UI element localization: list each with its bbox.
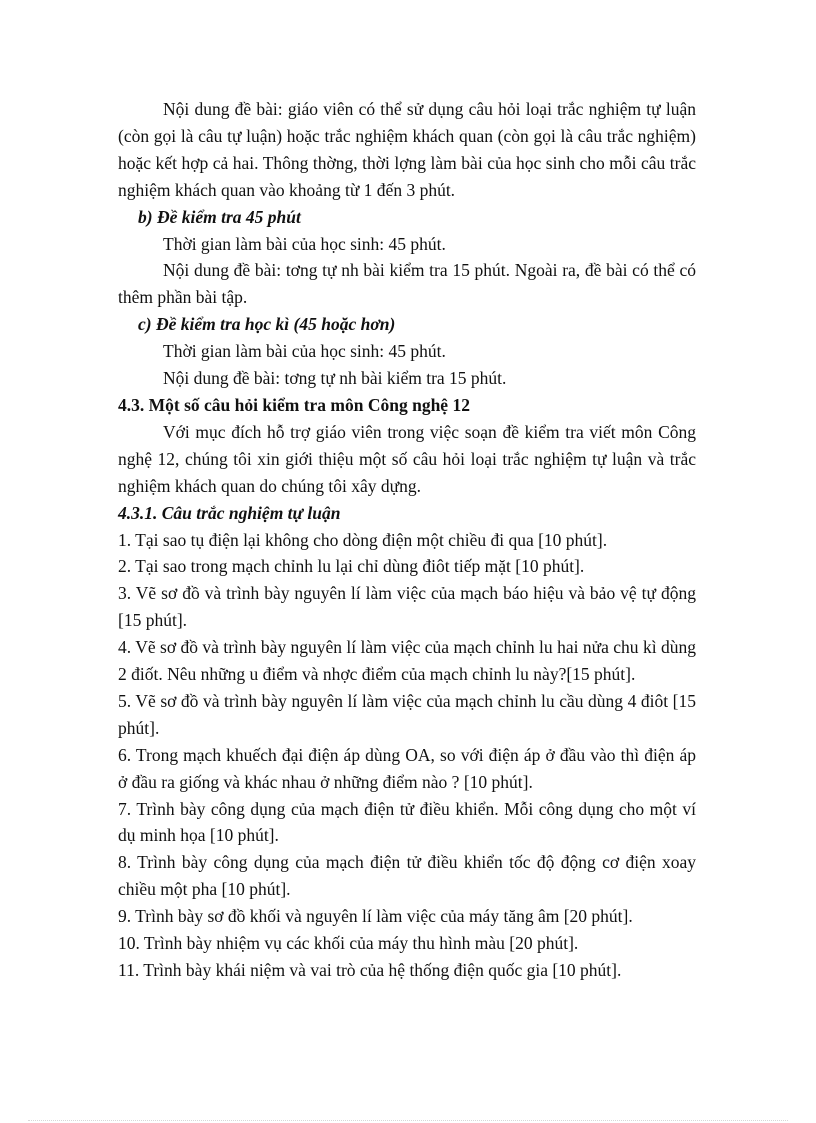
question-item: 6. Trong mạch khuếch đại điện áp dùng OA, so với điện áp ở đầu vào thì điện áp ở đầu ra giống và khác nhau ở những điểm nào ? [10 phút]. [118,744,696,792]
b-content-paragraph: Nội dung đề bài: tơng tự nh bài kiểm tra 15 phút. Ngoài ra, đề bài có thể có thêm phần bài tập. [118,260,696,308]
question-item: 2. Tại sao trong mạch chỉnh lu lại chỉ dùng điôt tiếp mặt [10 phút]. [118,556,585,577]
question-item: 7. Trình bày công dụng của mạch điện tử điều khiển. Mỗi công dụng cho một ví dụ minh họa [10 phút]. [118,798,696,846]
question-item: 1. Tại sao tụ điện lại không cho dòng điện một chiều đi qua [10 phút]. [118,529,608,550]
question-item: 8. Trình bày công dụng của mạch điện tử điều khiển tốc độ động cơ điện xoay chiều một pha [10 phút]. [118,852,696,900]
heading-c: c) Đề kiểm tra học kì (45 hoặc hơn) [138,314,396,335]
question-item: 5. Vẽ sơ đồ và trình bày nguyên lí làm việc của mạch chỉnh lu cầu dùng 4 điôt [15 phút]. [118,690,696,738]
c-time-paragraph: Thời gian làm bài của học sinh: 45 phút. [163,341,446,362]
question-item: 10. Trình bày nhiệm vụ các khối của máy thu hình màu [20 phút]. [118,933,579,954]
b-time-paragraph: Thời gian làm bài của học sinh: 45 phút. [163,233,446,254]
document-page [118,96,696,984]
question-item: 9. Trình bày sơ đồ khối và nguyên lí làm việc của máy tăng âm [20 phút]. [118,906,633,927]
footer-divider [28,1120,788,1121]
question-item: 4. Vẽ sơ đồ và trình bày nguyên lí làm việc của mạch chỉnh lu hai nửa chu kì dùng 2 điốt. Nêu những u điểm và nhợc điểm của mạch chỉnh lu này?[15 phút]. [118,637,696,685]
heading-b: b) Đề kiểm tra 45 phút [138,206,301,227]
intro-paragraph: Nội dung đề bài: giáo viên có thể sử dụng câu hỏi loại trắc nghiệm tự luận (còn gọi là câu tự luận) hoặc trắc nghiệm khách quan (còn gọi là câu trắc nghiệm) hoặc kết hợp cả hai. Thông thờng, thời lợng làm bài của học sinh cho mỗi câu trắc nghiệm khách quan vào khoảng từ 1 đến 3 phút. [118,99,696,200]
question-item: 3. Vẽ sơ đồ và trình bày nguyên lí làm việc của mạch báo hiệu và bảo vệ tự động [15 phút]. [118,583,696,631]
question-item: 11. Trình bày khái niệm và vai trò của hệ thống điện quốc gia [10 phút]. [118,960,622,980]
section-heading: 4.3. Một số câu hỏi kiểm tra môn Công nghệ 12 [118,394,470,415]
section-intro-paragraph: Với mục đích hỗ trợ giáo viên trong việc soạn đề kiểm tra viết môn Công nghệ 12, chúng tôi xin giới thiệu một số câu hỏi loại trắc nghiệm tự luận và trắc nghiệm khách quan do chúng tôi xây dựng. [118,421,696,496]
subsection-heading: 4.3.1. Câu trắc nghiệm tự luận [118,502,341,523]
c-content-paragraph: Nội dung đề bài: tơng tự nh bài kiểm tra 15 phút. [163,368,507,389]
